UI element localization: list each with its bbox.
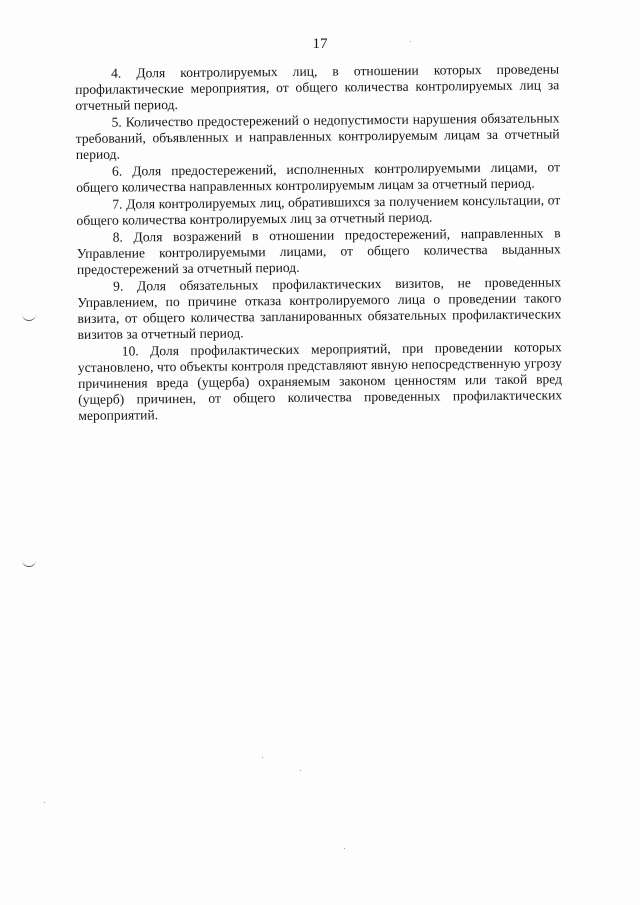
paragraph-6: 6. Доля предостережений, исполненных контролируемыми лицами, от общего количества направленных контролируемым лицам за отчетный период.: [76, 159, 561, 195]
paragraph-7: 7. Доля контролируемых лиц, обратившихся за получением консультации, от общего количества контролируемых лиц за отчетный период.: [76, 192, 561, 228]
document-body: [75, 61, 562, 425]
scan-speck: [410, 41, 411, 42]
binding-hole-mark-upper: [22, 314, 36, 321]
paragraph-4: 4. Доля контролируемых лиц, в отношении которых проведены профилактические мероприятия, от общего количества контролируемых лиц за отчетный период.: [75, 61, 560, 113]
paragraph-9: 9. Доля обязательных профилактических визитов, не проведенных Управлением, по причине отказа контролируемого лица о проведении такого визита, от общего количества запланированных обязательных профилактических визитов за отчетный период.: [77, 274, 562, 342]
paragraph-10: 10. Доля профилактических мероприятий, при проведении которых установлено, что объекты контроля представляют явную непосредственную угрозу причинения вреда (ущерба) охраняемым законом ценностям или такой вред (ущерб) причинен, от общего количества проведенных профилактических мероприятий.: [77, 339, 563, 423]
scan-speck: [44, 802, 45, 803]
scan-speck: [344, 848, 345, 849]
scan-speck: [262, 757, 263, 758]
paragraph-5: 5. Количество предостережений о недопустимости нарушения обязательных требований, объявленных и направленных контролируемым лицам за отчетный период.: [75, 110, 560, 162]
paragraph-8: 8. Доля возражений в отношении предостережений, направленных в Управление контролируемыми лицами, от общего количества выданных предостережений за отчетный период.: [76, 225, 561, 277]
scan-speck: [300, 770, 301, 771]
binding-hole-mark-lower: [22, 560, 36, 567]
page-number: 17: [312, 36, 328, 52]
